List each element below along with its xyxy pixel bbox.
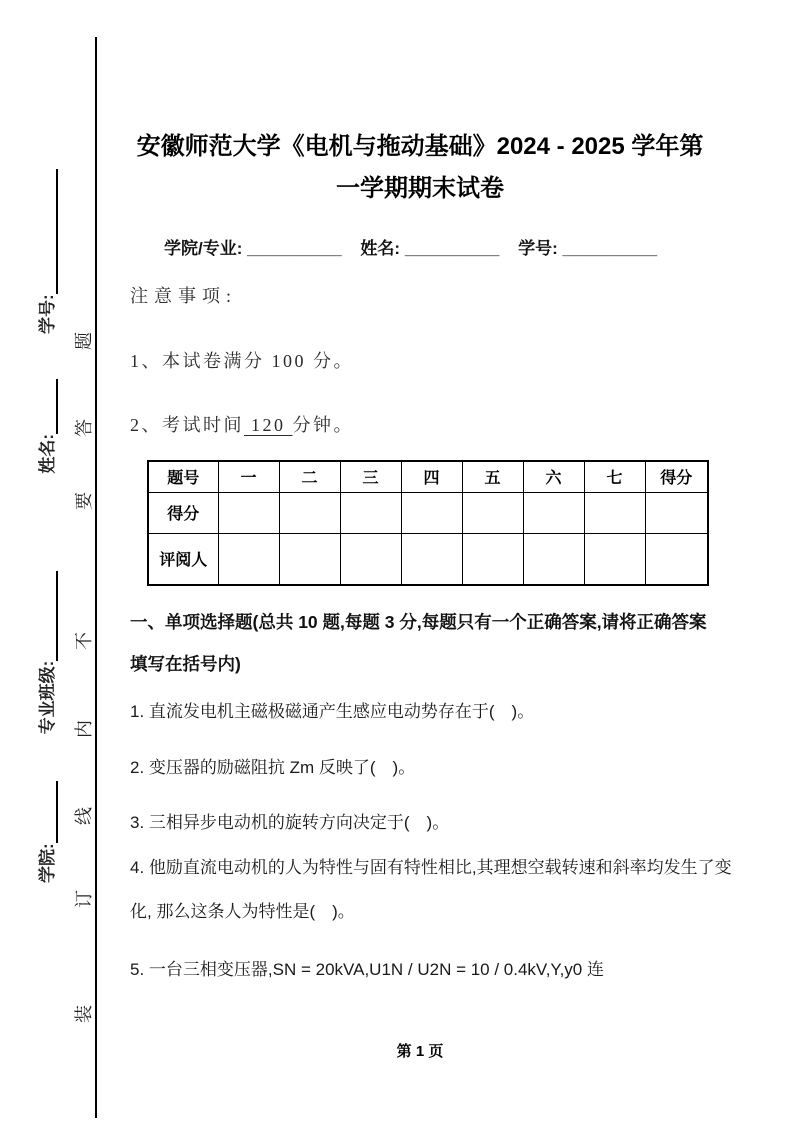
margin-name-label: 姓名: [38,433,57,474]
note-item-2 [130,411,354,437]
margin-college-label: 学院: [38,843,57,883]
binding-char: 线 [74,807,94,825]
score-cell [462,492,523,533]
score-table-header-cell: 二 [279,461,340,492]
score-table-reviewer-row [148,533,708,585]
question-4: 4. 他励直流电动机的人为特性与固有特性相比,其理想空载转速和斜率均发生了变化, 那么这条人为特性是( )。 [130,858,732,921]
reviewer-cell [340,533,401,585]
note-item-2-prefix: 2、考试时间 [130,415,244,435]
question-5: 5. 一台三相变压器,SN = 20kVA,U1N / U2N = 10 / 0.4kV,Y,y0 连 [130,960,604,979]
reviewer-cell [523,533,584,585]
student-id-label: 学号: [518,239,558,258]
score-table-score-row [148,492,708,533]
binding-char: 答 [74,419,94,437]
section-one-heading: 一、单项选择题(总共 10 题,每题 3 分,每题只有一个正确答案,请将正确答案填写在括号内) [130,612,707,674]
margin-name-blank [38,379,58,434]
score-table-header-row [148,461,708,492]
score-table-header-cell: 五 [462,461,523,492]
name-blank: __________ [404,239,500,258]
reviewer-cell [462,533,523,585]
score-cell [401,492,462,533]
margin-class-label: 专业班级: [38,660,57,735]
score-cell [523,492,584,533]
margin-college-field [33,781,58,883]
margin-student-info [24,80,58,1080]
binding-char: 要 [74,492,94,510]
exam-title [120,126,720,210]
reviewer-cell [279,533,340,585]
score-table-header-cell: 一 [218,461,279,492]
binding-char: 不 [74,632,94,650]
score-cell [645,492,708,533]
reviewer-cell [218,533,279,585]
score-cell [584,492,645,533]
margin-id-blank [38,169,58,294]
binding-char: 订 [74,890,94,908]
score-table-header-cell: 七 [584,461,645,492]
exam-title-line1: 安徽师范大学《电机与拖动基础》2024 - 2025 学年第 [136,133,704,160]
margin-college-blank [38,781,58,843]
binding-char: 题 [74,332,94,350]
reviewer-cell [584,533,645,585]
score-table-header-cell: 题号 [148,461,218,492]
question-1: 1. 直流发电机主磁极磁通产生感应电动势存在于( )。 [130,702,535,721]
margin-class-field [33,571,58,735]
margin-name-field [33,379,58,474]
margin-id-label: 学号: [38,294,57,334]
notes-heading: 注意事项: [130,286,238,306]
name-label: 姓名: [360,239,401,258]
score-table-header-cell: 得分 [645,461,708,492]
binding-line-text [70,80,96,1080]
score-table-header-cell: 四 [401,461,462,492]
score-cell [279,492,340,533]
note-item-2-suffix: 分钟。 [292,415,354,435]
question-3: 3. 三相异步电动机的旋转方向决定于( )。 [130,813,450,832]
score-row-label: 得分 [148,492,218,533]
reviewer-row-label: 评阅人 [148,533,218,585]
exam-duration-value: 120 [244,415,293,435]
page-number: 第 1 页 [396,1043,444,1060]
student-id-blank: __________ [562,239,658,258]
college-major-blank: __________ [247,239,342,258]
college-major-label: 学院/专业: [164,239,243,258]
exam-title-line2: 一学期期末试卷 [336,175,504,202]
score-table-header-cell: 六 [523,461,584,492]
reviewer-cell [401,533,462,585]
score-cell [340,492,401,533]
score-cell [218,492,279,533]
note-item-1: 1、本试卷满分 100 分。 [130,351,354,371]
reviewer-cell [645,533,708,585]
score-table [147,460,709,586]
margin-id-field [33,169,58,334]
student-info-line [164,234,657,259]
binding-char: 装 [74,1005,94,1023]
question-2: 2. 变压器的励磁阻抗 Zm 反映了( )。 [130,758,416,777]
score-table-header-cell: 三 [340,461,401,492]
margin-class-blank [38,571,58,661]
binding-char: 内 [74,720,94,738]
